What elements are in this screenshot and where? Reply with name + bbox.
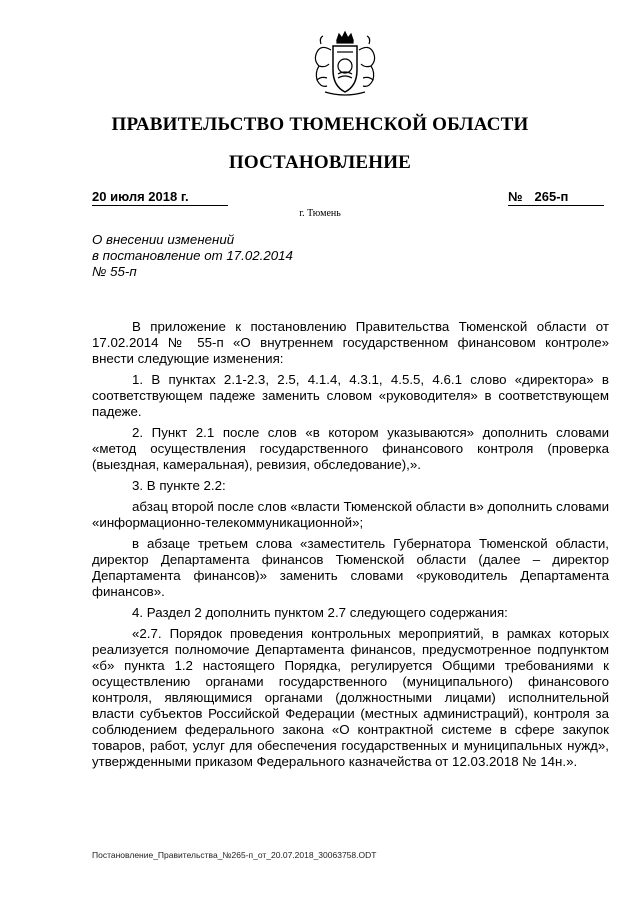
document-body — [92, 319, 609, 775]
body-paragraph: 4. Раздел 2 дополнить пунктом 2.7 следующего содержания: — [132, 605, 508, 620]
government-title: ПРАВИТЕЛЬСТВО ТЮМЕНСКОЙ ОБЛАСТИ — [111, 114, 529, 135]
document-date: 20 июля 2018 г. — [92, 189, 228, 206]
coat-of-arms-emblem — [307, 30, 383, 100]
footer-filename: Постановление_Правительства_№265-п_от_20.07.2018_30063758.ODT — [92, 850, 377, 860]
subject-line: № 55-п — [92, 264, 137, 279]
body-paragraph: 1. В пунктах 2.1-2.3, 2.5, 4.1.4, 4.3.1, 4.5.5, 4.6.1 слово «директора» в соответствующем падеже заменить словом «руководителя» в соответствующем падеже. — [92, 372, 609, 419]
document-type-title: ПОСТАНОВЛЕНИЕ — [228, 152, 412, 173]
number-sign: № — [508, 189, 523, 204]
document-number: 265-п — [534, 189, 569, 204]
body-paragraph: 2. Пункт 2.1 после слов «в котором указываются» дополнить словами «метод осуществления государственного финансового контроля (проверка (выездная, камеральная), ревизия, обследование),». — [92, 425, 609, 472]
body-paragraph: абзац второй после слов «власти Тюменской области в» дополнить словами «информационно-телекоммуникационной»; — [92, 499, 609, 530]
subject-line: в постановление от 17.02.2014 — [92, 248, 293, 263]
body-paragraph: «2.7. Порядок проведения контрольных мероприятий, в рамках которых реализуется полномочие Департамента финансов, предусмотренное подпунктом «б» пункта 1.2 настоящего Порядка, регулируется Общими требованиями к осуществлению органами государственного (муниципального) финансового контроля, являющимися органами (должностными лицами) исполнительной власти субъектов Российской Федерации (местных администраций), контроля за соблюдением федерального закона «О контрактной системе в сфере закупок товаров, работ, услуг для обеспечения государственных и муниципальных нужд», утвержденными приказом Федерального казначейства от 12.03.2018 № 14н.». — [92, 626, 609, 769]
body-paragraph: 3. В пункте 2.2: — [132, 478, 226, 493]
body-paragraph: В приложение к постановлению Правительства Тюменской области от 17.02.2014 № 55-п «О внутреннем государственном финансовом контроле» внести следующие изменения: — [92, 319, 609, 366]
body-paragraph: в абзаце третьем слова «заместитель Губернатора Тюменской области, директор Департамента финансов Тюменской области (далее – директор Департамента финансов)» заменить словами «руководитель Департамента финансов». — [92, 536, 609, 599]
subject-line: О внесении изменений — [92, 232, 235, 247]
document-number-field — [508, 189, 604, 206]
document-subject — [92, 232, 352, 280]
city-label: г. Тюмень — [299, 208, 341, 219]
